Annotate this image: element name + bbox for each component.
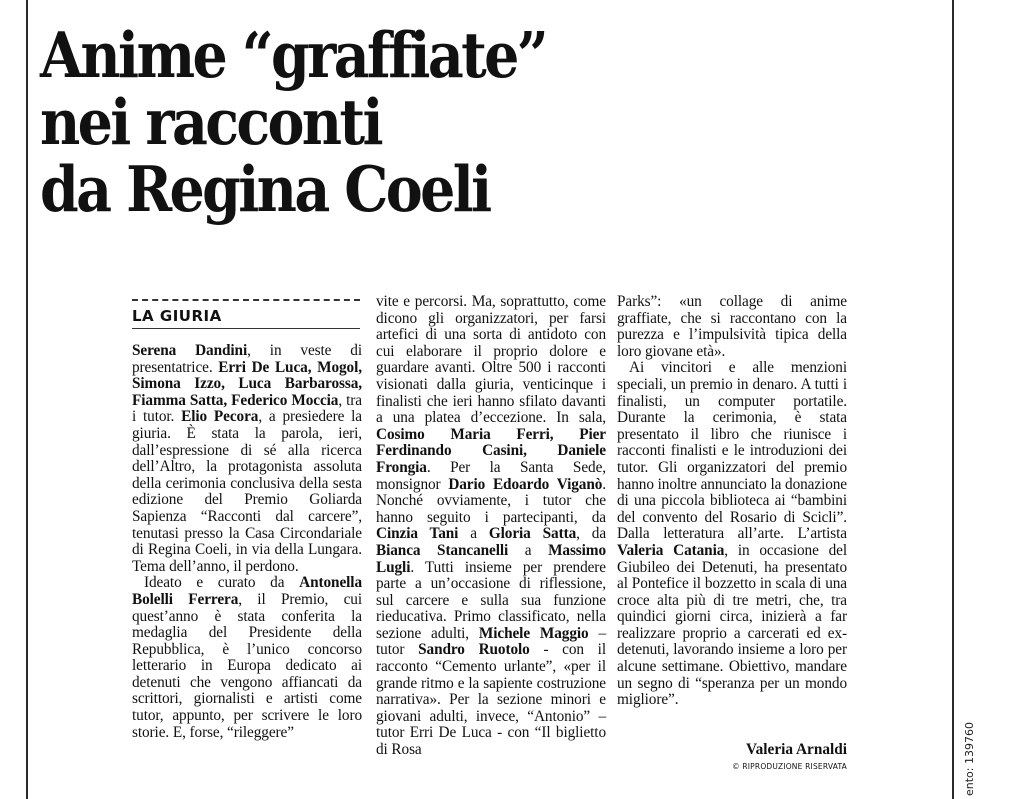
headline-line-3: da Regina Coeli bbox=[40, 152, 490, 226]
name-bold: Elio Pecora bbox=[181, 408, 259, 426]
copyright-notice: © RIPRODUZIONE RISERVATA bbox=[732, 762, 847, 771]
name-bold: Massimo Lugli bbox=[376, 541, 606, 576]
text-run: a bbox=[458, 525, 489, 543]
paragraph bbox=[132, 575, 362, 741]
author-signature: Valeria Arnaldi bbox=[746, 741, 847, 758]
name-bold: Michele Maggio bbox=[478, 624, 589, 642]
text-run: Ai vincitori e alle menzioni speciali, un premio in denaro. A tutti i finalisti, un computer portatile. Durante la cerimonia, è stata presentato il libro che riunisce i racconti finalisti e le introduzioni dei tutor. Gli organizzatori del premio hanno inoltre annunciato la donazione di una piccola biblioteca ai “bambini del convento del Rosario di Scicli”. Dalla letteratura all’arte. L’artista bbox=[617, 359, 847, 543]
text-run: , in veste di presentatrice. bbox=[132, 342, 362, 376]
article-column-1 bbox=[132, 343, 362, 741]
paragraph bbox=[132, 343, 362, 575]
text-run: , in occasione del Giubileo dei Detenuti, ha presentato al Pontefice il bozzetto in scala di una croce alta più di tre metri, che, tra quindici giorni circa, inizierà a far realizzare proprio a carcerati ed ex-detenuti, lavorando insieme a loro per alcune settimane. Obiettivo, mandare un segno di “speranza per un mondo migliore”. bbox=[617, 541, 848, 709]
text-run: . Tutti insieme per prendere parte a un’occasione di riflessione, sul carcere e sulla sua funzione rieducativa. Primo classificato, nella sezione adulti, bbox=[376, 558, 606, 642]
headline-line-1: Anime “graffiate” bbox=[40, 18, 546, 92]
text-run: – tutor bbox=[376, 624, 607, 659]
section-rule bbox=[132, 299, 360, 301]
paragraph: Parks”: «un collage di anime graffiate, che si raccontano con la purezza e l’impulsività tipica della loro giovane età». bbox=[617, 293, 847, 360]
text-run: vite e percorsi. Ma, soprattutto, come dicono gli organizzatori, per farsi artefici di una sorta di antidoto con cui elaborare il proprio dolore e guardare avanti. Oltre 500 i racconti visionati dalla giuria, venticinque i finalisti che ieri hanno sfilato davanti a una platea d’eccezione. In sala, bbox=[376, 293, 606, 427]
text-run: . Per la Santa Sede, monsignor bbox=[376, 458, 606, 493]
name-bold: Valeria Catania bbox=[617, 541, 725, 559]
article-column-2 bbox=[376, 294, 606, 759]
name-bold: Dario Edoardo Viganò bbox=[448, 475, 603, 493]
page-border-right bbox=[952, 0, 954, 799]
text-run: a bbox=[508, 541, 549, 559]
page-border-left bbox=[26, 0, 28, 799]
name-bold: Cosimo Maria Ferri, Pier Ferdinando Casini, Daniele Frongia bbox=[376, 425, 606, 476]
text-run: , a presiedere la giuria. È stata la parola, ieri, dall’espressione di sé alla ricerca dell’Altro, la protagonista assoluta della cerimonia conclusiva della sesta edizione del Premio Goliarda Sapienza “Racconti dal carcere”, tenutasi presso la Casa Circondariale di Regina Coeli, in via della Lungara. Tema dell’anno, il perdono. bbox=[132, 408, 362, 575]
name-bold: Cinzia Tani bbox=[376, 525, 459, 543]
name-bold: Bianca Stancanelli bbox=[376, 541, 509, 559]
side-document-code: ento: 139760 bbox=[963, 722, 976, 796]
name-bold: Erri De Luca, Mogol, Simona Izzo, Luca Barbarossa, Fiamma Satta, Federico Moccia bbox=[132, 358, 362, 409]
article-headline bbox=[40, 18, 603, 226]
text-run: , tra i tutor. bbox=[132, 391, 362, 426]
section-label: LA GIURIA bbox=[132, 307, 360, 329]
text-run: . Nonché ovviamente, i tutor che hanno seguito i partecipanti, da bbox=[376, 475, 607, 526]
name-bold: Gloria Satta bbox=[488, 525, 577, 543]
name-bold: Serena Dandini bbox=[132, 342, 248, 359]
paragraph bbox=[617, 360, 847, 708]
name-bold: Antonella Bolelli Ferrera bbox=[132, 574, 362, 608]
text-run: , il Premio, cui quest’anno è stata conferita la medaglia del Presidente della Repubblica, è l’unico concorso letterario in Europa dedicato ai detenuti che vengono affiancati da scrittori, giornalisti e artisti come tutor, appunto, per scrivere le loro storie. E, forse, “rileggere” bbox=[132, 590, 362, 741]
name-bold: Sandro Ruotolo bbox=[418, 641, 530, 659]
paragraph bbox=[376, 294, 606, 759]
article-column-3 bbox=[617, 294, 847, 709]
text-run: , da bbox=[576, 525, 607, 543]
text-run: Ideato e curato da bbox=[144, 574, 300, 592]
headline-line-2: nei racconti bbox=[40, 85, 381, 159]
text-run: - con il racconto “Cemento urlante”, «per il grande ritmo e la sapiente costruzione narrativa». Per la sezione minori e giovani adulti, invece, “Antonio” – tutor Erri De Luca - con “Il biglietto di Rosa bbox=[376, 641, 606, 759]
